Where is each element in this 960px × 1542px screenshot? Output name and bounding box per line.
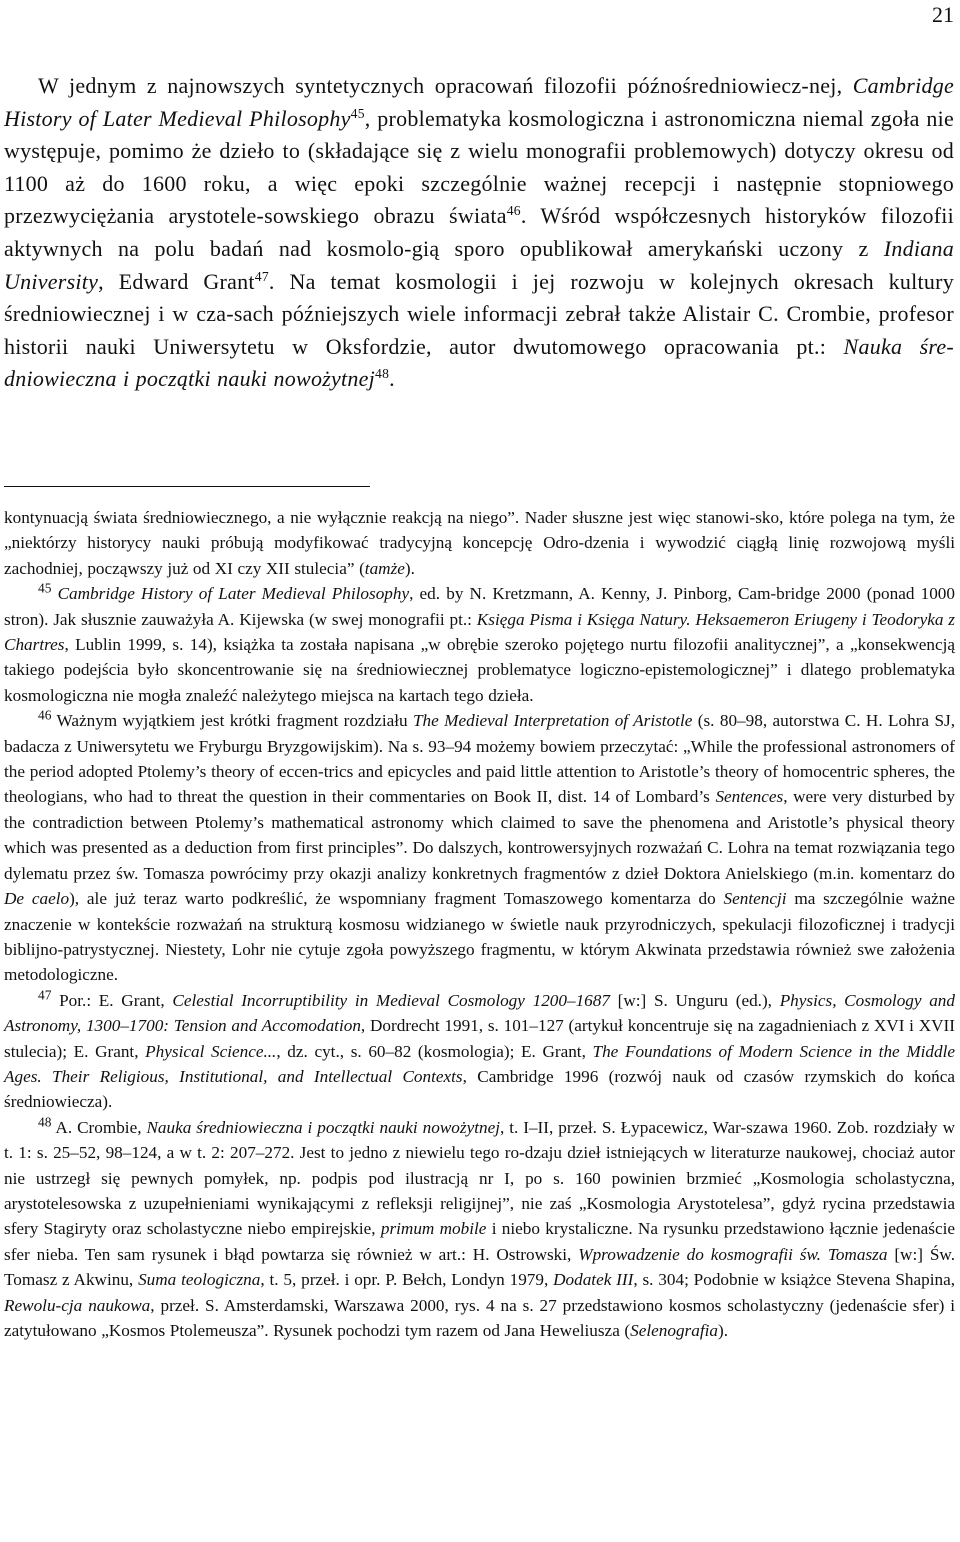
footnote-ref-46: 46 [506,203,521,219]
text-run: , were very disturbed by the contradiction between Ptolemy’s mathematical astronomy which claimed to save the phenomena and Aristotle’s physical theory which was presented as a deduction from first principles”. Do dalszych, kontrowersyjnych rozważań C. Lohra na temat rozwiązania tego dylematu przez św. Tomasza powrócimy przy okazji analizy konkretnych fragmentów z dzieł Doktora Anielskiego (m.in. komentarz do [4,787,955,883]
text-run: [w:] S. Unguru (ed.), [609,990,780,1010]
italic-text: Sentencji [723,889,787,909]
text-run: . [389,366,395,392]
italic-text: The Foundations of Modern Science in the Middle Ages. Their Religious, Institutional, and Intellectual Contexts [4,1041,955,1086]
text-run: [w:] Św. Tomasz z Akwinu, [4,1244,956,1290]
italic-title: Cambridge History of Later Medieval Philosophy [4,73,954,131]
text-run: , problematyka kosmologiczna i astronomiczna niemal zgoła nie występuje, pomimo że dzieło to (składające się z wielu monografii problemowych) dotyczy okresu od 1100 aż do 1600 roku, a więc epoki szczególnie ważnej recepcji i następnie stopniowego przezwyciężania arystotele-sowskiego obrazu świata [4,105,955,229]
footnote-number: 45 [38,580,52,596]
italic-title: Nauka śre-dniowieczna i początki nauki nowożytnej [4,333,954,392]
footnote-number: 46 [38,707,52,723]
italic-text: Nauka średniowieczna i początki nauki nowożytnej [146,1117,500,1137]
text-run: ). [404,558,415,578]
footnote-ref-47: 47 [254,268,269,284]
italic-text: tamże [364,558,405,578]
text-run: Por.: E. Grant, [51,990,173,1010]
footnote-47 [4,988,955,1115]
text-run: , t. 5, przeł. i opr. P. Bełch, Londyn 1979, [260,1270,554,1290]
text-run: ma szczególnie ważne znaczenie w kontekście rozważań na strukturą kosmosu widzianego w świetle nauk przyrodniczych, spekulacji filozoficznej i tradycji biblijno-patrystycznej. Niestety, Lohr nie cytuje zgoła powyższego fragmentu, w którym Akwinata przedstawia również swe założenia metodologiczne. [4,889,956,985]
footnote-46 [4,708,955,987]
text-run: , t. I–II, przeł. S. Łypacewicz, War-szawa 1960. Zob. rozdziały w t. 1: s. 25–52, 98–124, a w t. 2: 207–272. Jest to jedno z niewielu tego ro-dzaju dzieł istniejących w literaturze naukowej, chociaż autor nie ustrzegł się pewnych pomyłek, np. podpis pod ilustracją nr I, po s. 160 powinien brzmieć „Kosmologia scholastyczna, arystotelesowska z uzupełnieniami wynikającymi z refleksji religijnej”, nie zaś „Kosmologia Arystotelesa”, gdyż rycina przedstawia sfery Stagiryty oraz scholastyczne niebo empirejskie, [4,1117,955,1239]
main-text [4,70,954,396]
text-run: , przeł. S. Amsterdamski, Warszawa 2000, rys. 4 na s. 27 przedstawiono kosmos scholastyczny (jedenaście sfer) i zatytułowano „Kosmos Ptolemeusza”. Rysunek pochodzi tym razem od Jana Heweliusza ( [4,1295,955,1340]
text-run: , Cambridge 1996 (rozwój nauk od czasów rzymskich do końca średniowiecza). [4,1066,955,1112]
italic-text: Wprowadzenie do kosmografii św. Tomasza [578,1244,888,1264]
text-run: , ed. by N. Kretzmann, A. Kenny, J. Pinborg, Cam-bridge 2000 (ponad 1000 stron). Jak słusznie zauważyła A. Kijewska (w swej monografii pt.: [4,584,955,629]
text-run: , dz. cyt., s. 60–82 (kosmologia); E. Grant, [276,1041,593,1061]
text-run: , Lublin 1999, s. 14), książka ta została napisana „w obrębie szeroko pojętego nurtu filozofii analitycznej”, a „konsekwencją takiego podejścia było skoncentrowanie się na średniowiecznej problematyce logiczno-epistemologicznej” i dlatego problematyka kosmologiczna nie mogła znaleźć należytego miejsca na kartach tego dzieła. [4,635,955,705]
italic-text: De caelo [4,889,70,909]
italic-text: Dodatek III [553,1270,634,1290]
body-paragraph [4,70,954,396]
footnote-continuation [4,505,955,581]
footnote-ref-48: 48 [375,366,390,382]
page-number: 21 [932,2,954,27]
footnotes [4,505,955,1343]
italic-text: Suma teologiczna [138,1270,261,1290]
text-run: ), ale już teraz warto podkreślić, że wspomniany fragment Tomaszowego komentarza do [69,889,724,909]
italic-text: Selenografia [630,1321,718,1340]
italic-text: Physical Science... [145,1041,277,1061]
footnote-48 [4,1115,955,1344]
footnote-number: 48 [38,1114,52,1130]
text-run: , Edward Grant [98,268,255,294]
text-run: (s. 80–98, autorstwa C. H. Lohra SJ, badacza z Uniwersytetu we Fryburgu Bryzgowijskim). Na s. 93–94 możemy bowiem przeczytać: „While the professional astronomers of the period adopted Ptolemy’s theory of eccen-trics and epicycles and paid little attention to Aristotle’s theory of homocentric spheres, the theologians, who had to threat the question in their commentaries on Book II, dist. 14 of Lombard’s [4,711,955,807]
italic-text: Physics, Cosmology and Astronomy, 1300–1700: Tension and Accomodation [4,990,955,1036]
text-run: , s. 304; Podobnie w książce Stevena Shapina, [633,1270,956,1290]
italic-text: Celestial Incorruptibility in Medieval Cosmology 1200–1687 [172,990,610,1010]
text-run: Ważnym wyjątkiem jest krótki fragment rozdziału [51,711,413,731]
footnote-separator [4,486,370,487]
text-run: W jednym z najnowszych syntetycznych opracowań filozofii późnośredniowiecz-nej, [38,73,853,98]
footnote-number: 47 [38,987,52,1003]
italic-text: Sentences [715,787,784,807]
text-run: ). [717,1321,729,1340]
italic-text: The Medieval Interpretation of Aristotle [413,711,693,731]
footnote-ref-45: 45 [350,105,365,121]
italic-title: Indiana University [4,235,954,294]
text-run: . Na temat kosmologii i jej rozwoju w kolejnych okresach kultury średniowiecznej i w cza-sach późniejszych wiele informacji zebrał także Alistair C. Crombie, profesor historii nauki Uniwersytetu w Oksfordzie, autor dwutomowego opracowania pt.: [4,268,954,359]
italic-text: Rewolu-cja naukowa [4,1295,151,1315]
text-run: . Wśród współczesnych historyków filozofii aktywnych na polu badań nad kosmolo-gią sporo opublikował amerykański uczony z [4,203,954,261]
text-run: kontynuacją świata średniowiecznego, a nie wyłącznie reakcją na niego”. Nader słuszne jest więc stanowi-sko, które polega na tym, że „niektórzy historycy nauki próbują modyfikować tradycyjną koncepcję Odro-dzenia i wywodzić ciągłą linię rozwojową myśli zachodniej, począwszy już od XI czy XII stulecia” ( [4,508,955,578]
italic-text: primum mobile [380,1219,487,1239]
italic-text: Księga Pisma i Księga Natury. Heksaemeron Eriugeny i Teodoryka z Chartres [4,609,955,655]
text-run: A. Crombie, [51,1117,147,1137]
text-run: i niebo krystaliczne. Na rysunku przedstawiono łącznie jedenaście sfer nieba. Ten sam rysunek i błąd powtarza się również w art.: H. Ostrowski, [4,1219,955,1264]
footnote-45 [4,581,955,708]
text-run: , Dordrecht 1991, s. 101–127 (artykuł koncentruje się na zagadnieniach z XVI i XVII stulecia); E. Grant, [4,1016,955,1061]
italic-text: Cambridge History of Later Medieval Philosophy [57,584,410,604]
